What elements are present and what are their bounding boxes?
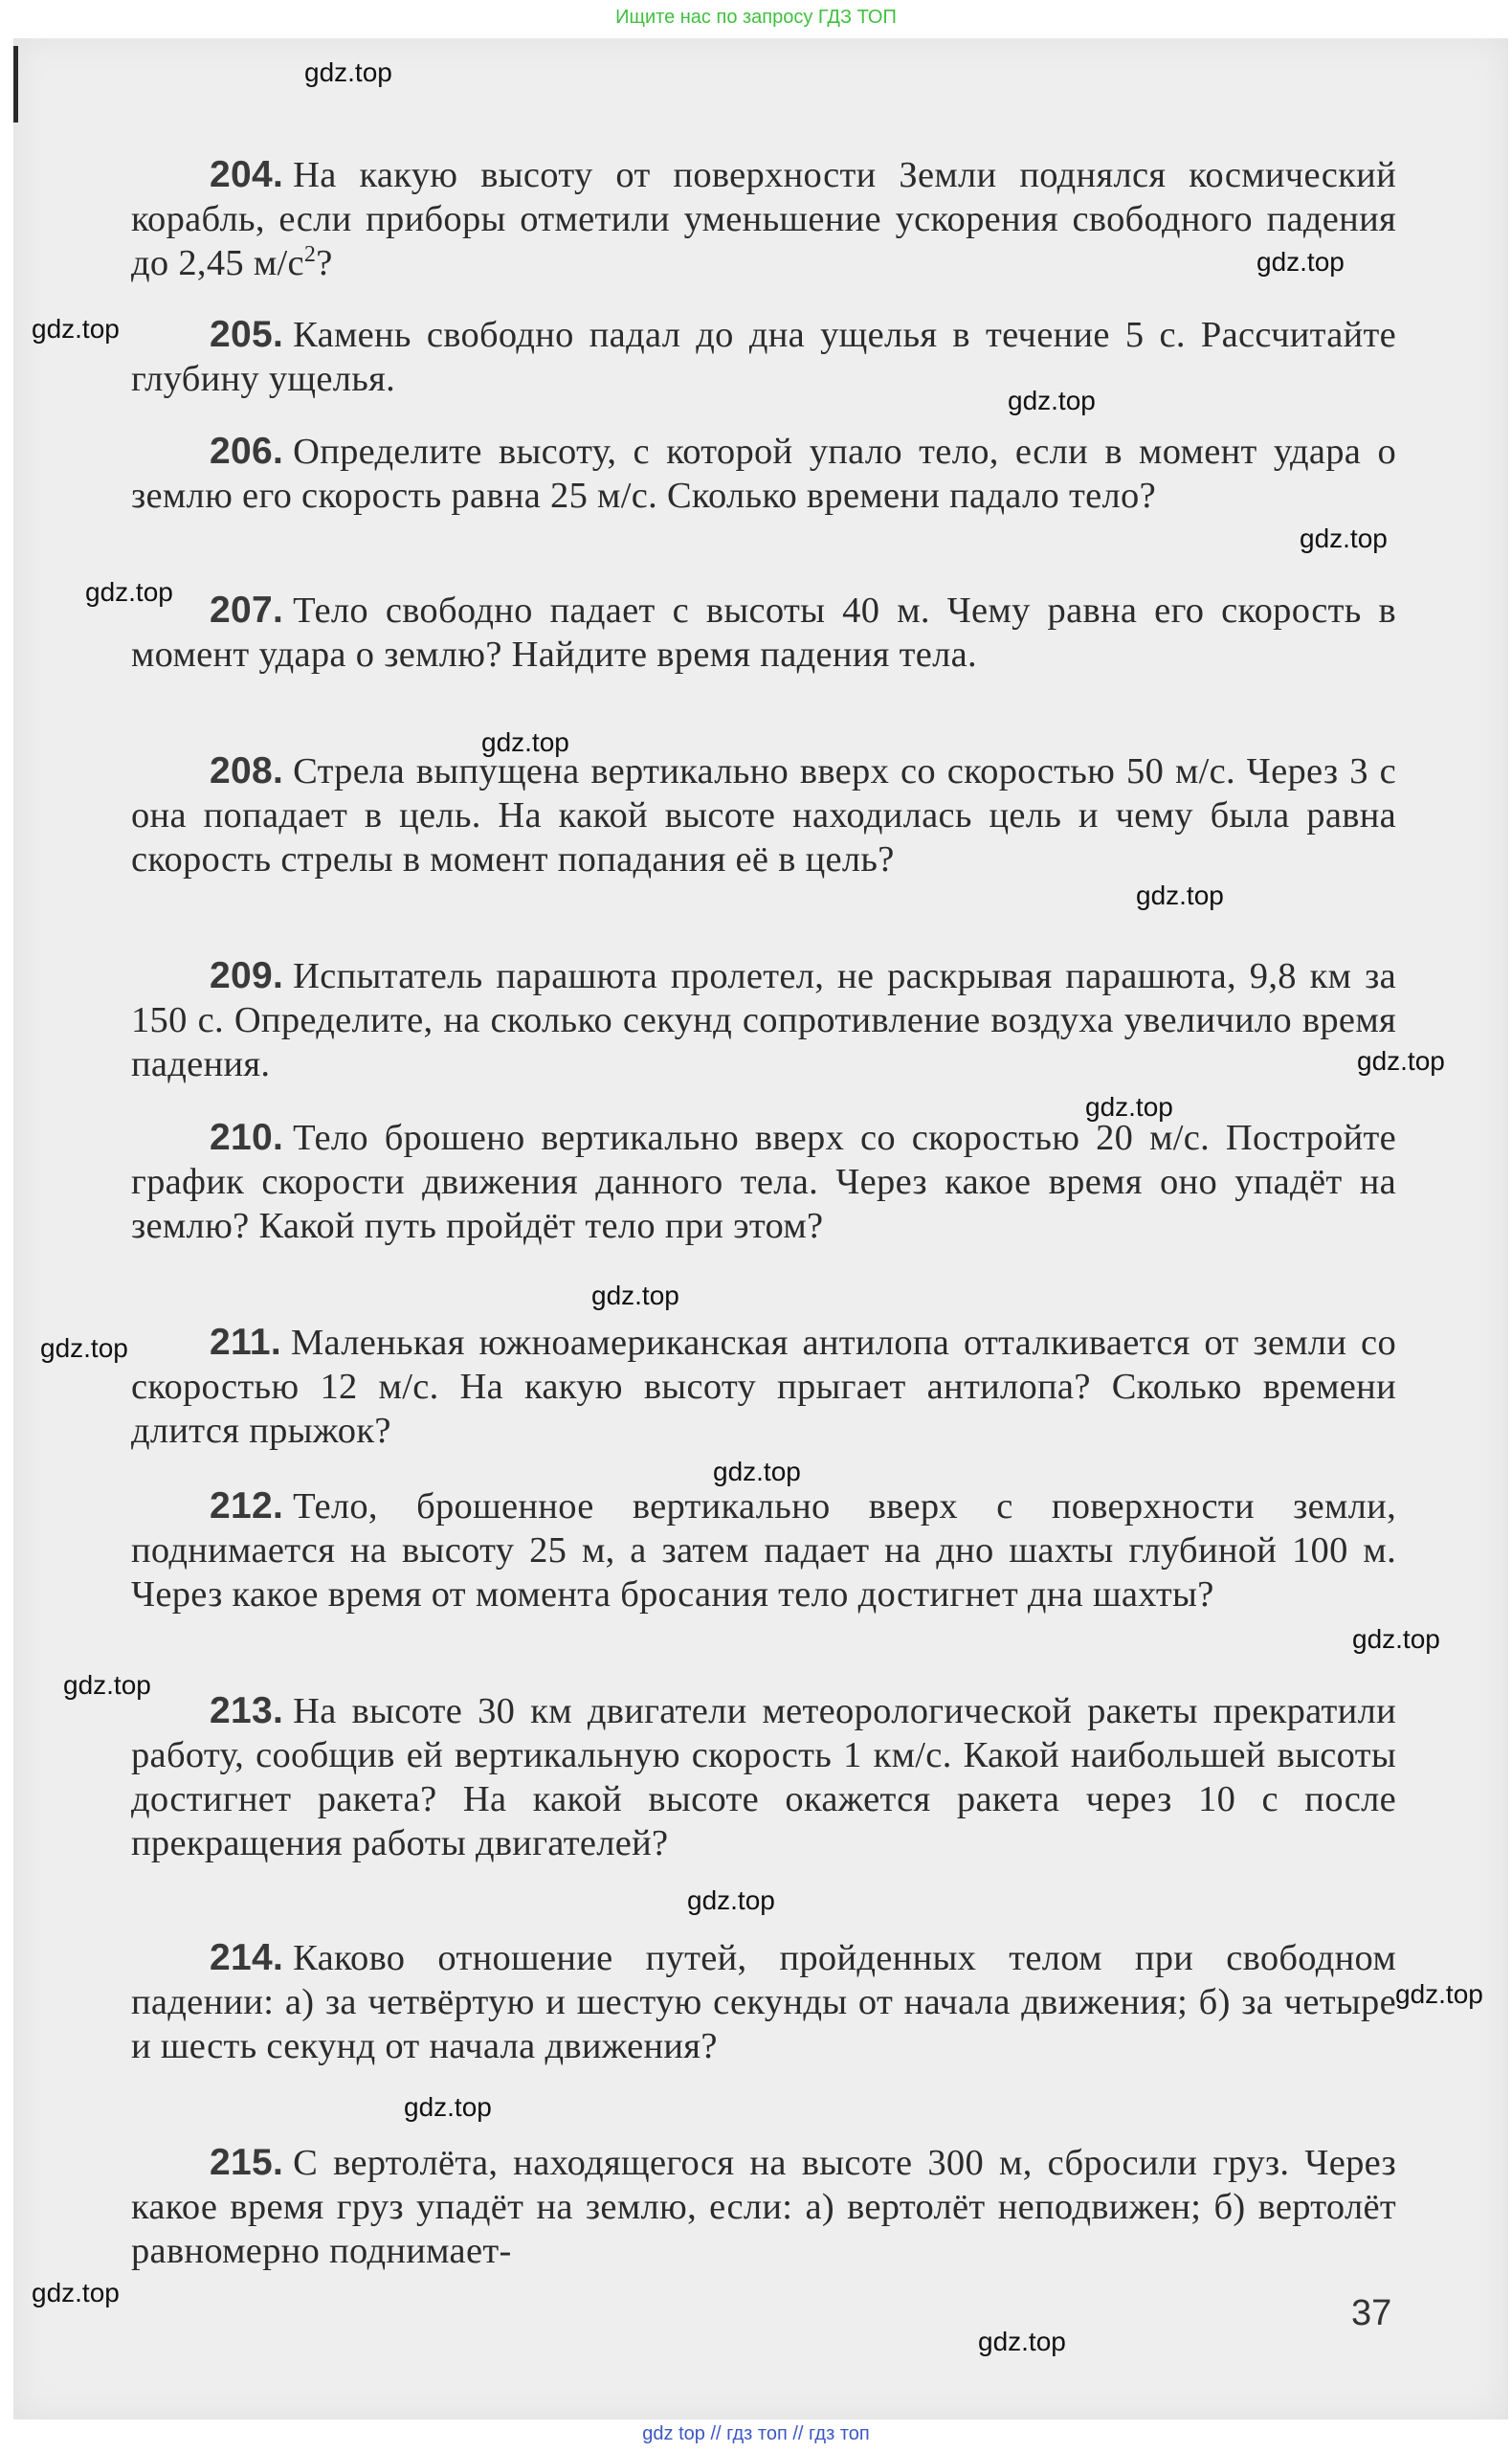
page-number: 37 [1351,2293,1392,2333]
watermark: gdz.top [1395,1979,1483,2009]
watermark: gdz.top [591,1281,679,1310]
problem-213 [131,1689,1396,1865]
problem-text: На какую высоту от поверхности Земли поднялся космический корабль, если приборы отметили уменьшение ускорения свободного падения до 2,45 м/с [131,155,1396,283]
watermark: gdz.top [85,577,173,607]
watermark: gdz.top [1256,247,1345,277]
watermark: gdz.top [1300,524,1388,553]
problem-number: 205. [210,314,284,355]
watermark: gdz.top [1136,880,1224,910]
problem-text: Тело, брошенное вертикально вверх с поверхности земли, поднимается на высоту 25 м, а затем падает на дно шахты глубиной 100 м. Через какое время от момента бросания тело достигнет дна шахты? [131,1486,1396,1615]
problem-number: 206. [210,431,284,472]
watermark: gdz.top [1352,1624,1440,1654]
problem-number: 207. [210,590,284,631]
problem-number: 208. [210,750,284,791]
problem-214 [131,1936,1396,2068]
watermark: gdz.top [32,314,120,344]
problem-text: Каково отношение путей, пройденных телом при свободном падении: а) за четвёртую и шестую секунды от начала движения; б) за четыре и шесть секунд от начала движения? [131,1938,1396,2066]
problem-text-end: ? [316,243,333,283]
problem-212 [131,1484,1396,1616]
problem-number: 209. [210,955,284,996]
superscript: 2 [303,242,317,268]
top-banner[interactable]: Ищите нас по запросу ГДЗ ТОП [615,7,897,28]
problem-text: Камень свободно падал до дна ущелья в течение 5 с. Рассчитайте глубину ущелья. [131,315,1396,399]
watermark: gdz.top [63,1670,151,1700]
problem-text: С вертолёта, находящегося на высоте 300 м, сбросили груз. Через какое время груз упадёт на землю, если: а) вертолёт неподвижен; б) вертолёт равномерно поднимает- [131,2143,1396,2271]
problem-number: 204. [210,154,284,195]
problem-208 [131,749,1396,881]
watermark: gdz.top [404,2092,492,2122]
problem-209 [131,954,1396,1086]
problem-number: 212. [210,1485,284,1527]
watermark: gdz.top [978,2327,1066,2356]
watermark: gdz.top [40,1333,128,1363]
problem-text: Тело свободно падает с высоты 40 м. Чему равна его скорость в момент удара о землю? Найдите время падения тела. [131,591,1396,675]
problem-207 [131,589,1396,677]
problem-204 [131,153,1396,285]
bottom-banner[interactable]: gdz top // гдз топ // гдз топ [642,2423,870,2444]
problem-text: На высоте 30 км двигатели метеорологической ракеты прекратили работу, сообщив ей вертикальную скорость 1 км/с. Какой наибольшей высоты достигнет ракета? На какой высоте окажется ракета через 10 с после прекращения работы двигателей? [131,1691,1396,1863]
watermark: gdz.top [1357,1046,1445,1076]
problem-text: Определите высоту, с которой упало тело, если в момент удара о землю его скорость равна 25 м/с. Сколько времени падало тело? [131,432,1396,516]
problem-206 [131,430,1396,518]
problem-210 [131,1116,1396,1248]
watermark: gdz.top [1008,386,1096,415]
problem-text: Испытатель парашюта пролетел, не раскрывая парашюта, 9,8 км за 150 с. Определите, на сколько секунд сопротивление воздуха увеличило время падения. [131,956,1396,1084]
problem-number: 215. [210,2142,284,2183]
problem-number: 213. [210,1690,284,1731]
watermark: gdz.top [481,727,569,757]
watermark: gdz.top [687,1885,775,1915]
problem-text: Маленькая южноамериканская антилопа отталкивается от земли со скоростью 12 м/с. На какую высоту прыгает антилопа? Сколько времени длится прыжок? [131,1323,1396,1451]
problem-number: 214. [210,1937,284,1978]
problem-number: 211. [210,1322,281,1363]
problem-211 [131,1321,1396,1453]
watermark: gdz.top [713,1457,801,1486]
watermark: gdz.top [1085,1092,1173,1122]
problem-number: 210. [210,1117,284,1158]
page-edge [13,46,18,123]
problem-text: Тело брошено вертикально вверх со скоростью 20 м/с. Постройте график скорости движения данного тела. Через какое время оно упадёт на землю? Какой путь пройдёт тело при этом? [131,1118,1396,1246]
problem-text: Стрела выпущена вертикально вверх со скоростью 50 м/с. Через 3 с она попадает в цель. На какой высоте находилась цель и чему была равна скорость стрелы в момент попадания её в цель? [131,751,1396,880]
problem-205 [131,313,1396,401]
problem-215 [131,2141,1396,2273]
watermark: gdz.top [304,57,392,87]
watermark: gdz.top [32,2278,120,2307]
